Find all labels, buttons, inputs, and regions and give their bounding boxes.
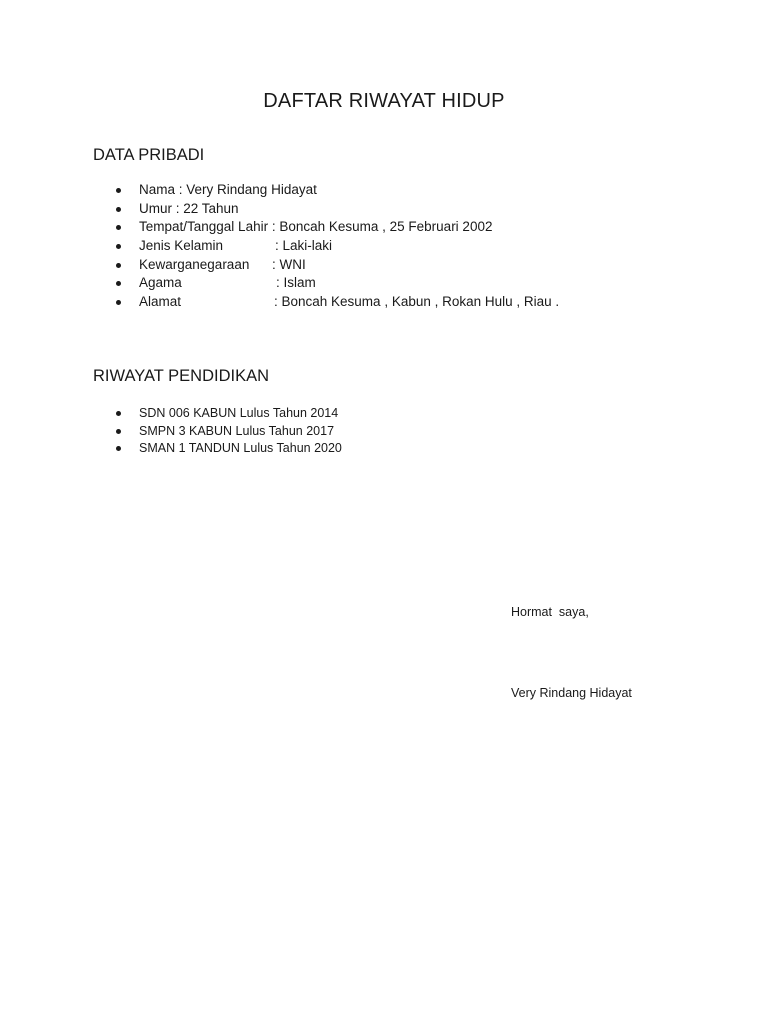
bullet-icon [116,300,121,305]
section-heading-riwayat-pendidikan: RIWAYAT PENDIDIKAN [93,367,270,385]
item-text: SDN 006 KABUN Lulus Tahun 2014 [139,406,339,420]
bullet-icon [116,446,121,451]
bullet-icon [116,225,121,230]
bullet-icon [116,411,121,416]
bullet-icon [116,188,121,193]
item-text: SMPN 3 KABUN Lulus Tahun 2017 [139,423,335,438]
item-value: : WNI [272,256,306,272]
bullet-icon [116,207,121,212]
item-label: Alamat [139,294,182,310]
item-text: Umur : 22 Tahun [139,200,239,216]
item-value: : Laki-laki [275,238,333,254]
item-text: SMAN 1 TANDUN Lulus Tahun 2020 [139,441,342,455]
section-heading-data-pribadi: DATA PRIBADI [93,146,205,164]
item-text: Nama : Very Rindang Hidayat [139,182,317,197]
signature-name: Very Rindang Hidayat [511,686,632,700]
item-value: : Boncah Kesuma , Kabun , Rokan Hulu , Riau . [274,294,560,310]
bullet-icon [116,281,121,286]
item-label: Kewarganegaraan [139,256,250,272]
document-title: DAFTAR RIWAYAT HIDUP [263,90,505,112]
bullet-icon [116,244,121,249]
closing-greeting: Hormat saya, [511,605,589,619]
bullet-icon [116,263,121,268]
item-text: Tempat/Tanggal Lahir : Boncah Kesuma , 25 Februari 2002 [139,219,493,235]
bullet-icon [116,429,121,434]
item-label: Agama [139,275,182,291]
item-value: : Islam [276,275,316,291]
item-label: Jenis Kelamin [139,238,224,254]
